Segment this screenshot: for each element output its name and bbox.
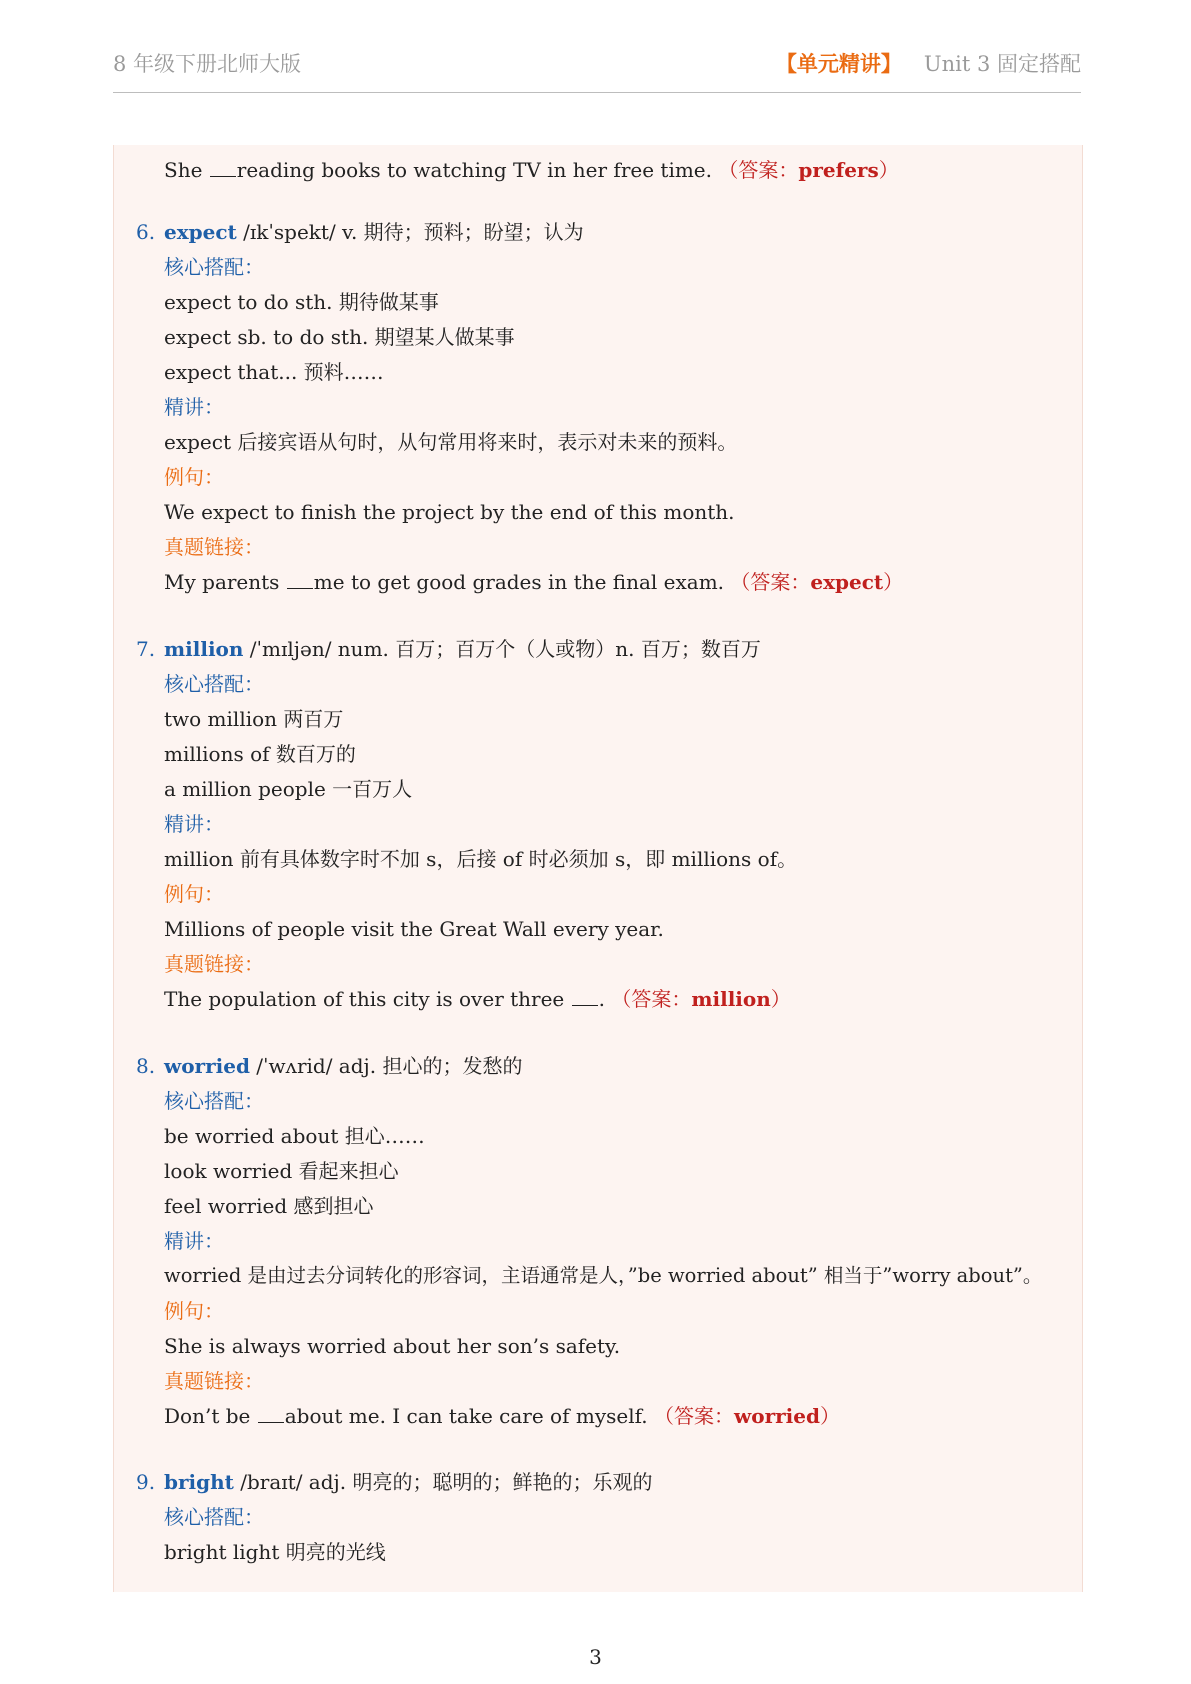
answer-blank [287,570,313,589]
entry-word: million [164,637,244,661]
exam-question: The population of this city is over three . （答案：million） [164,987,791,1011]
header-tag: 【单元精讲】 [775,51,902,76]
collocation: expect to do sth. 期待做某事 [164,290,439,314]
explain-label: 精讲： [164,395,224,419]
example-label: 例句： [164,465,224,489]
collocation: feel worried 感到担心 [164,1194,374,1218]
entry-definition: /ɪkˈspekt/ v. 期待；预料；盼望；认为 [236,220,584,244]
page-header [113,44,1081,93]
collocation: expect that... 预料…… [164,360,384,384]
content-panel [113,145,1083,1592]
answer: （答案：worried） [654,1404,840,1428]
collocation: bright light 明亮的光线 [164,1540,386,1564]
entry-heading [136,1468,652,1496]
collocation: a million people 一百万人 [164,777,413,801]
core-label: 核心搭配： [164,1089,264,1113]
example-sentence: We expect to finish the project by the end of this month. [164,500,735,524]
core-label: 核心搭配： [164,1505,264,1529]
explain-label: 精讲： [164,1229,224,1253]
entry-word: bright [164,1470,234,1494]
entry-number: 6. [136,220,156,244]
page-number: 3 [589,1645,602,1669]
entry-definition: /braɪt/ adj. 明亮的；聪明的；鲜艳的；乐观的 [233,1470,653,1494]
answer: （答案：prefers） [718,158,899,182]
collocation: millions of 数百万的 [164,742,356,766]
exam-label: 真题链接： [164,535,264,559]
entry-word: expect [164,220,237,244]
explanation: worried 是由过去分词转化的形容词，主语通常是人，”be worried about” 相当于”worry about”。 [164,1264,1043,1287]
answer: （答案：expect） [730,570,904,594]
header-grade-title: 8 年级下册北师大版 [113,52,302,76]
entry-number: 9. [136,1470,156,1494]
entry-number: 7. [136,637,156,661]
header-unit: Unit 3 固定搭配 [923,52,1081,76]
header-unit-title [776,48,1081,78]
answer-blank [210,158,236,177]
core-label: 核心搭配： [164,672,264,696]
example-sentence: She is always worried about her son’s safety. [164,1334,621,1358]
example-sentence: Millions of people visit the Great Wall every year. [164,917,664,941]
entry-heading [136,635,761,663]
answer: （答案：million） [611,987,791,1011]
exercise-text: She [164,158,209,182]
exam-label: 真题链接： [164,1369,264,1393]
explanation: expect 后接宾语从句时，从句常用将来时，表示对未来的预料。 [164,430,738,454]
explanation: million 前有具体数字时不加 s，后接 of 时必须加 s，即 millions of。 [164,847,798,871]
explain-label: 精讲： [164,812,224,836]
entry-definition: /ˈmɪljən/ num. 百万；百万个（人或物）n. 百万；数百万 [243,637,761,661]
core-label: 核心搭配： [164,255,264,279]
entry-definition: /ˈwʌrid/ adj. 担心的；发愁的 [249,1054,523,1078]
exam-label: 真题链接： [164,952,264,976]
entry-word: worried [164,1054,250,1078]
exam-question: Don’t be about me. I can take care of myself. （答案：worried） [164,1404,840,1428]
entry-number: 8. [136,1054,156,1078]
exercise-text: reading books to watching TV in her free time. [236,158,712,182]
entry-heading [136,218,584,246]
collocation: look worried 看起来担心 [164,1159,399,1183]
exam-question: My parents me to get good grades in the final exam. （答案：expect） [164,570,904,594]
collocation: two million 两百万 [164,707,344,731]
answer-blank [572,987,598,1006]
entry-heading [136,1052,522,1080]
answer-blank [258,1404,284,1423]
example-label: 例句： [164,1299,224,1323]
example-label: 例句： [164,882,224,906]
exercise-line [164,156,899,184]
collocation: be worried about 担心…… [164,1124,425,1148]
collocation: expect sb. to do sth. 期望某人做某事 [164,325,515,349]
